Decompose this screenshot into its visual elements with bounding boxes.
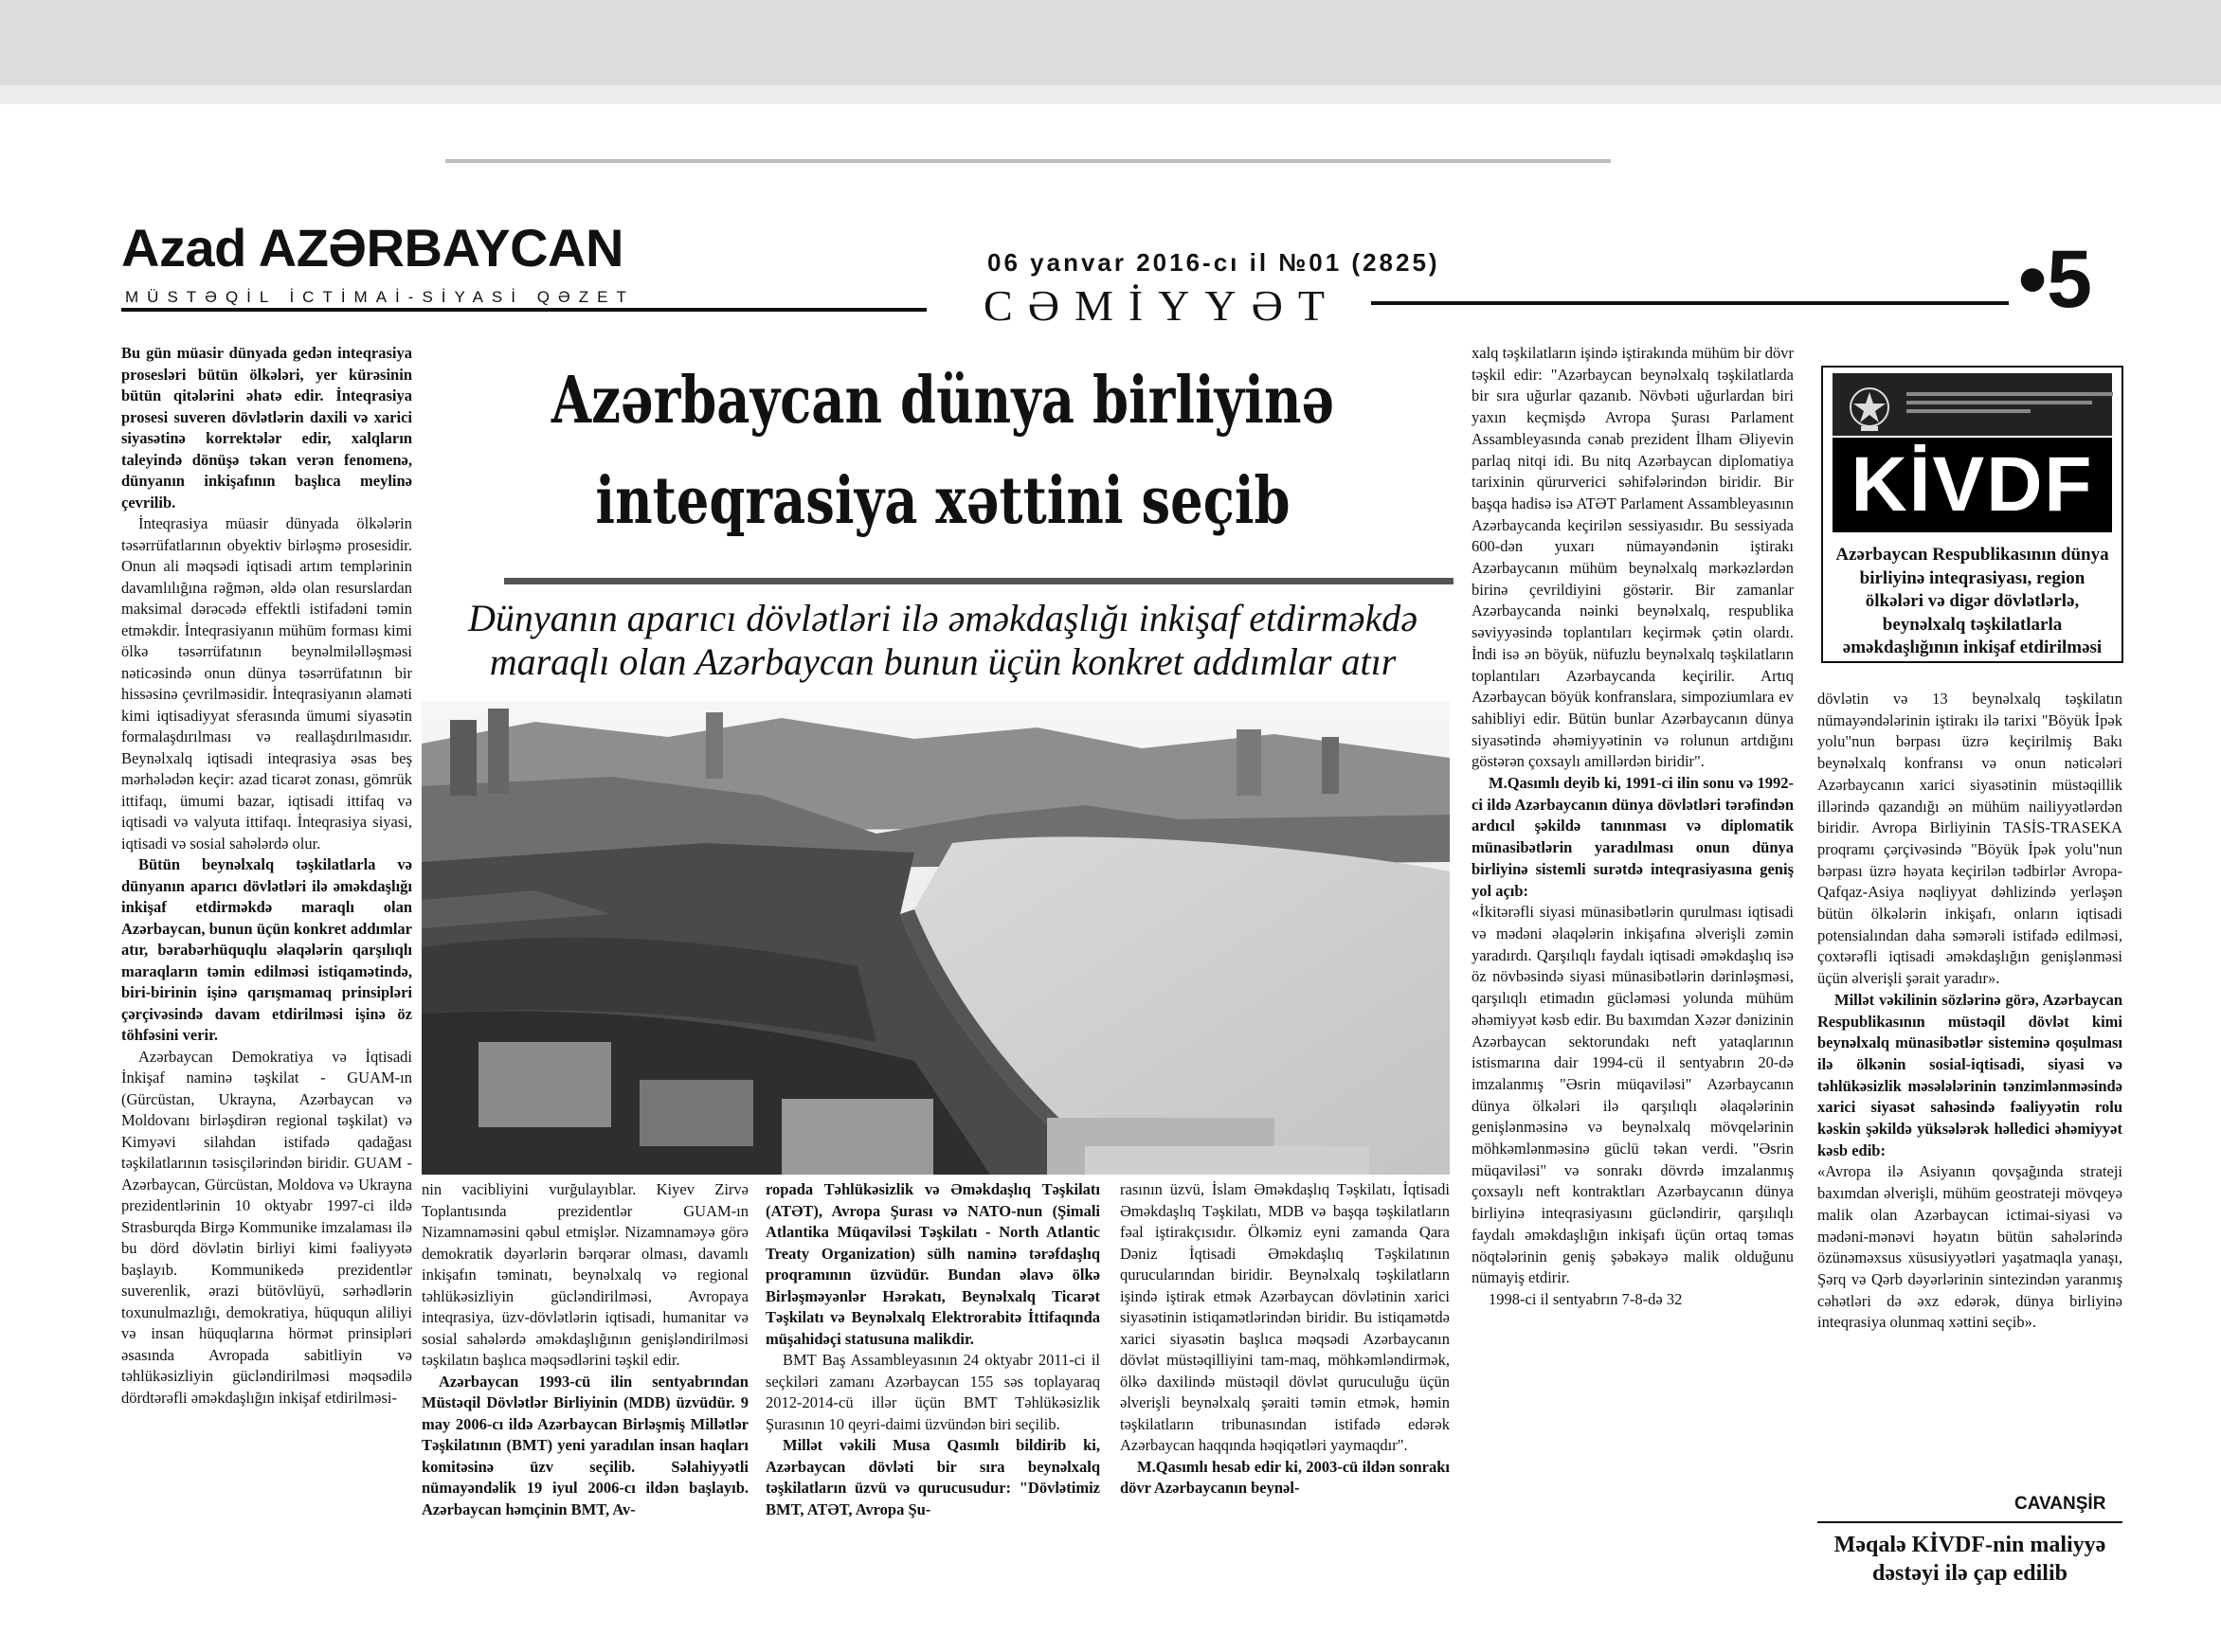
paragraph: Bütün beynəlxalq təşkilatlarla və dünyanın aparıcı dövlətləri ilə əməkdaşlığı inkişaf etdirməkdə maraqlı olan Azərbaycan, bunun üçün konkret addımlar atır, bərabərhüquqlu əlaqələrin qarşılıqlı maraqların təmin edilməsi istiqamətində, biri-birinin işinə qarışmamaq prinsipləri çərçivəsində davam etdirilməsi işinə öz töhfəsini verir. [121,855,412,1044]
paragraph: Azərbaycan 1993-cü ilin sentyabrından Müstəqil Dövlətlər Birliyinin (MDB) üzvüdür. 9 may 2006-cı ildə Azərbaycan Birləşmiş Millətlər Təşkilatının (BMT) yeni yaradılan insan haqları komitəsinə üzv seçilib. Səlahiyyətli nümayəndəlik 19 iyul 2006-cı ildən başlayıb. Azərbaycan həmçinin BMT, Av- [422,1372,749,1518]
cityscape-photo-icon [422,701,1450,1175]
newspaper-tagline: MÜSTƏQİL İCTİMAİ-SİYASİ QƏZET [125,288,635,306]
kivdf-banner-caption [1906,386,2113,413]
subhead-line-1: Dünyanın aparıcı dövlətləri ilə əməkdaşlığı inkişaf etdirməkdə [468,597,1417,639]
masthead-rule-left [121,308,927,312]
paragraph: BMT Baş Assambleyasının 24 oktyabr 2011-ci il seçkiləri zamanı Azərbaycan 155 səs toplayaraq 2012-2014-cü illər üçün BMT Təhlükəsizlik Şurasının 10 qeyri-daimi üzvündən biri seçilib. [766,1351,1100,1433]
funding-note: Məqalə KİVDF-nin maliyyə dəstəyi ilə çap edilib [1833,1533,2106,1586]
page-number: •5 [2018,234,2092,325]
headline-rule [504,578,1454,584]
paragraph: Millət vəkilinin sözlərinə görə, Azərbaycan Respublikasının müstəqil dövlət kimi beynəlxalq münasibətlər sisteminə qoşulması ilə ölkənin sosial-iqtisadi, siyasi və təhlükəsizlik məsələlərinin tənzimlənməsində xarici siyasət sahəsində fəaliyyətin rolu kəskin şəkildə yüksələrək həlledici əhəmiyyət kəsb edib: [1817,990,2122,1159]
headline-line-2: inteqrasiya xəttini seçib [595,463,1291,539]
state-emblem-icon [1848,385,1891,434]
newspaper-title: Azad AZƏRBAYCAN [121,218,623,278]
scan-artifact-line [445,159,1611,163]
baku-bay-photo [422,701,1450,1175]
article-subheadline [417,597,1469,684]
article-column-5 [1472,343,1794,1311]
paragraph: «Avropa ilə Asiyanın qovşağında strateji baxımdan əlverişli, mühüm geostrateji mövqeyə malik olan Azərbaycan ictimai-siyasi və mədəni-mənəvi həyatın bütün sahələrində özünəməxsus xüsusiyyətləri yaşatmaqla yanaşı, Şərq və Qərb dəyərlərinin sintezindən yaranmış cəhətləri də əxz edərək, dünya birliyinə inteqrasiya olunmaq xəttini seçib». [1817,1162,2122,1332]
signature-rule [1817,1521,2122,1523]
headline-line-1: Azərbaycan dünya birliyinə [551,363,1335,439]
paragraph: M.Qasımlı hesab edir ki, 2003-cü ildən sonrakı dövr Azərbaycanın beynəl- [1120,1457,1450,1497]
scan-border [0,0,2221,104]
paragraph: rasının üzvü, İslam Əməkdaşlıq Təşkilatı, İqtisadi Əməkdaşlıq Təşkilatı, MDB və başqa təşkilatların fəal iştirakçısıdır. Ölkəmiz eyni zamanda Qara Dəniz İqtisadi Əməkdaşlıq Təşkilatının qurucularından biridir. Beynəlxalq təşkilatların işində iştirak etmək Azərbaycan dövlətinin xarici siyasətinin istiqamətlərindən biridir. Bu istiqamətdə xarici siyasətin başlıca məqsədi Azərbaycanın dövlət müstəqilliyini tam-maq, möhkəmləndirmək, ölkə daxilində müstəqil dövlət quruculuğu üçün əlverişli beynəlxalq şəraiti təmin etmək, həmin təşkilatların tribunasından istifadə edərək Azərbaycan haqqında həqiqətləri yaymaqdır". [1120,1180,1450,1454]
article-column-4 [1120,1179,1450,1499]
paragraph: Azərbaycan Demokratiya və İqtisadi İnkişaf naminə təşkilat - GUAM-ın (Gürcüstan, Ukrayna, Azərbaycan və Moldovanı birləşdirən regional təşkilat) və Kimyəvi silahdan istifadə qadağası təşkilatlarının təsisçilərindən biridir. GUAM - Azərbaycan, Gürcüstan, Moldova və Ukrayna prezidentlərinin 10 oktyabr 1997-ci ildə Strasburqda Birgə Kommunike imzalaması ilə bu dörd dövlətin birliyi kimi fəaliyyətə başlayıb. Kommunikedə prezidentlər suverenlik, ərazi bütövlüyü, sərhədlərin toxunulmazlığı, demokratiya, hüququn aliliyi və insan hüquqlarına hörmət prinsipləri əsasında Avropada sabitliyin və təhlükəsizliyin gücləndirilməsi məqsədilə dördtərəfli əməkdaşlığın inkişaf etdirilməsi- [121,1047,412,1407]
kivdf-banner [1833,373,2112,436]
paragraph: Millət vəkili Musa Qasımlı bildirib ki, Azərbaycan dövləti bir sıra beynəlxalq təşkilatların üzvü və qurucusudur: "Dövlətimiz BMT, ATƏT, Avropa Şu- [766,1436,1100,1518]
article-column-3 [766,1179,1100,1520]
subhead-line-2: maraqlı olan Azərbaycan bunun üçün konkret addımlar atır [489,640,1397,683]
kivdf-sidebar-box [1821,366,2123,663]
paragraph: «İkitərəfli siyasi münasibətlərin qurulması iqtisadi və mədəni əlaqələrin inkişafına əlverişli zəmin yaradırdı. Qarşılıqlı faydalı iqtisadi əməkdaşlıq isə öz növbəsində siyasi münasibətlərin dərinləşməsi, qarşılıqlı etimadın gücləməsi yolunda mühüm əhəmiyyət kəsb edir. Bu baxımdan Xəzər dənizinin Azərbaycan sektorundakı neft yataqlarının istismarına dair 1994-cü il sentyabrın 20-də imzalanmış "Əsrin müqaviləsi" Azərbaycanın dünya ölkələri ilə qarşılıqlı əlaqələrinin genişlənməsinə və beynəlxalq mövqelərinin möhkəmlənməsinə güclü təkan verdi. "Əsrin müqaviləsi" və sonrakı dövrdə imzalanmış çoxsaylı neft kontraktları Azərbaycanın dünya birliyinə inteqrasiyasını gücləndirir, qarşılıqlı faydalı əməkdaşlığın inkişafı üçün ortaq təmas nöqtələrinin geniş şəbəkəyə malik olduğunu nümayiş etdirir. [1472,903,1794,1287]
article-headline [522,350,1363,551]
article-column-2 [422,1179,749,1520]
masthead-rule-right [1371,301,2009,305]
section-name: CƏMİYYƏT [984,281,1340,330]
article-lead: Bu gün müasir dünyada gedən inteqrasiya prosesləri bütün ölkələri, yer kürəsinin bütün qitələrini əhatə edir. İnteqrasiya prosesi suveren dövlətlərin daxili və xarici siyasətinə korrektələr edir, xalqların taleyində dönüşə təkan verən fenomenə, dünyanın inkişafının başlıca meylinə çevrilib. [121,344,412,512]
author-signature: CAVANŞİR [2014,1494,2106,1514]
kivdf-logo: KİVDF [1833,438,2112,532]
kivdf-description: Azərbaycan Respublikasının dünya birliyinə inteqrasiyası, region ölkələri və digər dövlətlərlə, beynəlxalq təşkilatlarla əməkdaşlığının inkişaf etdirilməsi [1835,545,2109,657]
paragraph: İnteqrasiya müasir dünyada ölkələrin təsərrüfatlarının obyektiv birləşmə prosesidir. Onun ali məqsədi iqtisadi artım templərinin davamlılığına rəğmən, əldə olan resurslardan maksimal dərəcədə effektli istifadəni təmin etməkdir. İnteqrasiyanın mühüm forması kimi ölkə təsərrüfatının beynəlmiləlləşməsi nəticəsində onun dünya təsərrüfatının bir hissəsinə çevrilməsidir. İnteqrasiyanın əlaməti kimi iqtisadiyyat sferasında ümumi siyasətin formalaşdırılması və reallaşdırılmasıdır. Beynəlxalq iqtisadi inteqrasiya əsas beş mərhələdən keçir: azad ticarət zonası, gömrük ittifaqı, ümumi bazar, iqtisadi ittifaq və iqtisadi və valyuta ittifaqı. İnteqrasiya siyasi, iqtisadi və sosial sahələrdə olur. [121,514,412,853]
paragraph: ropada Təhlükəsizlik və Əməkdaşlıq Təşkilatı (ATƏT), Avropa Şurası və NATO-nun (Şimali Atlantika Müqaviləsi Təşkilatı - North Atlantic Treaty Organization) sülh naminə tərəfdaşlıq proqramının üzvüdür. Bundan əlavə ölkə Birləşməyənlər Hərəkatı, Beynəlxalq Ticarət Təşkilatı və Beynəlxalq Elektrorabitə İttifaqında müşahidəçi statusuna malikdir. [766,1180,1100,1348]
paragraph: xalq təşkilatların işində iştirakında mühüm bir dövr təşkil edir: "Azərbaycan beynəlxalq təşkilatlarda bir sıra uğurlar qazanıb. Növbəti uğurlardan biri yaxın keçmişdə Avropa Şurası Parlament Assambleyasında cənab prezident İlham Əliyevin parlaq nitqi idi. Bu nitq Azərbaycan diplomatiya tarixinin qürurverici səhifələrindən biridir. Bir başqa hadisə isə ATƏT Parlament Assambleyasının Azərbaycanda keçirilən sessiyasıdır. Bu sessiyada 600-dən yuxarı nümayəndənin iştirakı Azərbaycanın mühüm beynəlxalq mərkəzlərdən birinə çevrildiyini göstərir. Bir zamanlar Azərbaycanda nəinki beynəlxalq, respublika səviyyəsində toplantıları keçirmək çətin olardı. İndi isə ən böyük, nüfuzlu beynəlxalq təşkilatların toplantıları Azərbaycanda keçirilir. Artıq Azərbaycan böyük konfranslara, simpoziumlara ev sahibliyi edir. Bütün bunlar Azərbaycanın dünya siyasətində əhəmiyyətinin və rolunun artdığını göstərən çoxsaylı amillərdən biridir". [1472,344,1794,771]
paragraph: M.Qasımlı deyib ki, 1991-ci ilin sonu və 1992-ci ildə Azərbaycanın dünya dövlətləri tərəfindən ardıcıl şəkildə tanınması və diplomatik münasibətlərin yaradılması onun dünya birliyinə sistemli surətdə inteqrasiyasına geniş yol açıb: [1472,774,1794,900]
paragraph: dövlətin və 13 beynəlxalq təşkilatın nümayəndələrinin iştirakı ilə tarixi "Böyük İpək yolu"nun bərpası üzrə keçirilmiş Bakı beynəlxalq konfransı və onun nəticələri Azərbaycanın xarici siyasətinin müstəqillik illərində qazandığı ən mühüm nailiyyətlərdən biridir. Avropa Birliyinin TASİS-TRASEKA proqramı çərçivəsində "Böyük İpək yolu"nun bərpası üzrə həyata keçirilən tədbirlər Avropa-Qafqaz-Asiya nəqliyyat dəhlizində yerləşən bütün ölkələrin inkişafı, onların iqtisadi potensialından daha səmərəli istifadə edilməsi, çoxtərəfli iqtisadi əməkdaşlığın genişlənməsi üçün əlverişli şərait yaradır». [1817,690,2122,988]
article-column-1 [121,343,412,1409]
paragraph: 1998-ci il sentyabrın 7-8-də 32 [1489,1289,1683,1308]
issue-dateline: 06 yanvar 2016-cı il №01 (2825) [987,248,1440,277]
article-column-6 [1817,689,2122,1334]
paragraph: nin vacibliyini vurğulayıblar. Kiyev Zirvə Toplantısında prezidentlər GUAM-ın Nizamnaməsini qəbul etmişlər. Nizamnaməyə görə demokratik dəyərlərin bərqərar olması, davamlı inkişafın təminatı, beynəlxalq və regional təhlükəsizliyin gücləndirilməsi, Avropaya inteqrasiya, üzv-dövlətlərin iqtisadi, humanitar və sosial sahələrdə əməkdaşlığının genişləndirilməsi təşkilatın başlıca məqsədlərini təşkil edir. [422,1180,749,1369]
